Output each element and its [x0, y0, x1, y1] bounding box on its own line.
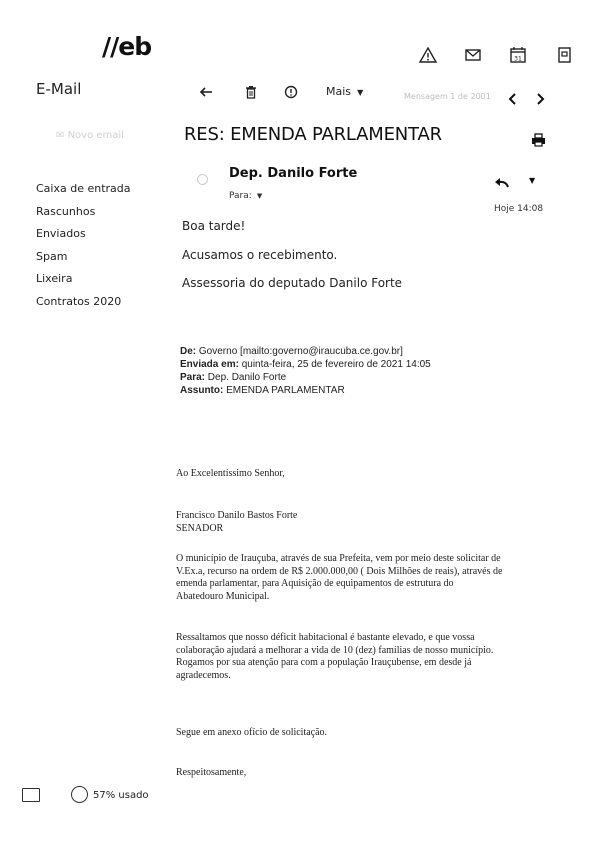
compose-icon: ✉ — [56, 130, 68, 141]
fwd-subject — [180, 384, 431, 397]
fwd-to-value: Dep. Danilo Forte — [207, 372, 287, 383]
letter-attachment-note: Segue em anexo ofício de solicitação. — [176, 727, 328, 738]
fwd-from-label: De: — [180, 346, 197, 357]
arrow-left-icon[interactable] — [199, 84, 213, 98]
fwd-subject-label: Assunto: — [180, 385, 224, 396]
letter-paragraph — [176, 553, 502, 603]
brand-logo: //eb — [102, 32, 152, 61]
sidebar-item-rascunhos[interactable]: Rascunhos — [36, 204, 96, 218]
paragraph-line: emenda parlamentar, para Aquisição de equipamentos de estrutura do — [176, 578, 454, 589]
compose-label: Novo email — [67, 130, 124, 141]
sidebar-item-enviados[interactable]: Enviados — [36, 227, 86, 241]
body-line: Acusamos o recebimento. — [182, 248, 338, 262]
addressee-name: Francisco Danilo Bastos Forte — [176, 510, 298, 521]
app-title: E-Mail — [36, 80, 82, 98]
contacts-icon[interactable] — [556, 46, 574, 64]
to-label: Para: — [229, 191, 252, 201]
addressee-title: SENADOR — [176, 522, 224, 534]
letter-salutation: Ao Excelentíssimo Senhor, — [176, 468, 285, 479]
compose-button[interactable] — [56, 130, 124, 141]
warning-icon[interactable] — [419, 46, 437, 64]
recipient-toggle[interactable] — [229, 191, 262, 201]
sidebar-nav — [36, 178, 131, 314]
storage-usage-text: 57% usado — [93, 790, 149, 801]
paragraph-line: Rogamos por sua atenção para com a população Irauçubense, em desde já — [176, 657, 472, 668]
fwd-sent-label: Enviada em: — [180, 359, 239, 370]
more-label: Mais — [326, 85, 352, 98]
sidebar-item-lixeira[interactable]: Lixeira — [36, 272, 73, 286]
forwarded-header — [180, 345, 431, 397]
fwd-subject-value: EMENDA PARLAMENTAR — [226, 385, 345, 396]
mail-icon[interactable] — [464, 46, 482, 64]
paragraph-line: V.Ex.a, recurso na ordem de R$ 2.000.000,00 ( Dois Milhões de reais), através de — [176, 565, 503, 577]
body-line: Assessoria do deputado Danilo Forte — [182, 276, 403, 290]
letter-closing: Respeitosamente, — [176, 767, 247, 778]
avatar — [197, 174, 208, 185]
trash-icon[interactable] — [244, 84, 258, 98]
fwd-sent — [180, 358, 431, 371]
sender-name[interactable]: Dep. Danilo Forte — [229, 166, 358, 181]
letter-addressee — [176, 510, 297, 535]
reply-icon[interactable] — [494, 174, 510, 193]
chevron-down-icon: ▼ — [354, 88, 364, 97]
paragraph-line: O município de Irauçuba, através de sua Prefeita, vem por meio deste solicitar de — [176, 553, 501, 564]
fwd-to — [180, 371, 431, 384]
fwd-from-value: Governo [mailto:governo@iraucuba.ce.gov.br] — [198, 346, 403, 357]
fwd-from — [180, 345, 431, 358]
sidebar-item-contratos-2020[interactable]: Contratos 2020 — [36, 294, 122, 308]
chevron-left-icon[interactable] — [508, 90, 518, 109]
alert-circle-icon[interactable] — [284, 84, 298, 98]
fwd-sent-value: quinta-feira, 25 de fevereiro de 2021 14:05 — [241, 359, 431, 370]
message-pager: Mensagem 1 de 2001 — [404, 92, 491, 101]
message-subject: RES: EMENDA PARLAMENTAR — [184, 124, 442, 145]
paragraph-line: Abatedouro Municipal. — [176, 590, 270, 602]
body-line: Boa tarde! — [182, 219, 246, 233]
calendar-day: 31 — [514, 55, 522, 63]
chevron-down-icon[interactable]: ▼ — [529, 176, 536, 185]
print-icon[interactable] — [531, 132, 546, 151]
more-menu[interactable] — [326, 85, 363, 98]
letter-paragraph — [176, 632, 493, 682]
chevron-down-icon: ▼ — [254, 192, 263, 200]
folder-icon[interactable] — [22, 788, 40, 802]
paragraph-line: Ressaltamos que nosso déficit habitacional é bastante elevado, e que vossa — [176, 632, 475, 643]
sidebar-item-caixa-de-entrada[interactable]: Caixa de entrada — [36, 182, 131, 195]
calendar-icon[interactable] — [509, 46, 527, 64]
message-time: Hoje 14:08 — [494, 204, 544, 214]
storage-usage-icon — [71, 786, 88, 803]
paragraph-line: agradecemos. — [176, 669, 231, 681]
sidebar-item-spam[interactable]: Spam — [36, 249, 68, 263]
fwd-to-label: Para: — [180, 372, 206, 383]
chevron-right-icon[interactable] — [535, 90, 545, 109]
paragraph-line: colaboração ajudará a melhorar a vida de 10 (dez) famílias de nosso município. — [176, 644, 494, 656]
